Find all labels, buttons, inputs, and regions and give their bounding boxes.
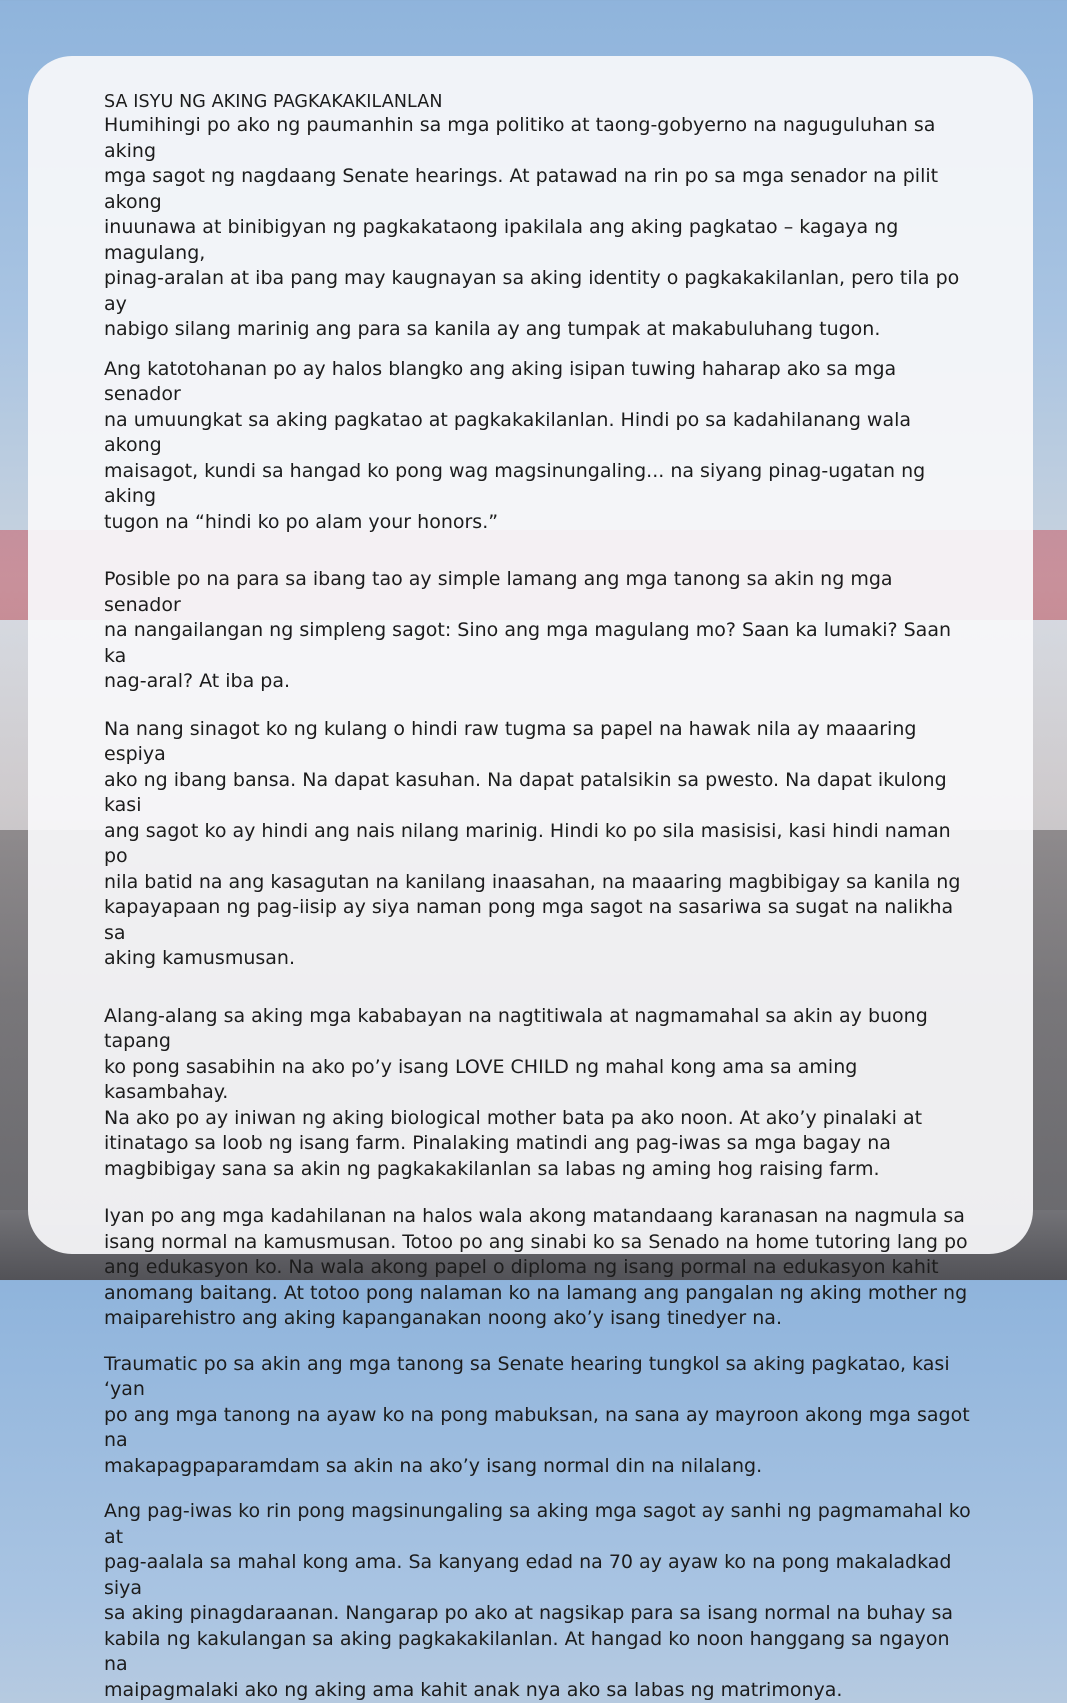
statement-title: SA ISYU NG AKING PAGKAKAKILANLAN: [104, 92, 443, 112]
paragraph-4: Na nang sinagot ko ng kulang o hindi raw tugma sa papel na hawak nila ay maaaring espiya ako ng ibang bansa. Na dapat kasuhan. Na dapat patalsikin sa pwesto. Na dapat ikulong kasi ang sagot ko ay hindi ang nais nilang marinig. Hindi ko po sila masisisi, kasi hindi naman po nila batid na ang kasagutan na kanilang inaasahan, na maaaring magbibigay sa kanila ng kapayapaan ng pag-iisip ay siya naman pong mga sagot na sasariwa sa sugat na nalikha sa aking kamusmusan.: [104, 717, 961, 969]
paragraph-1: Humihingi po ako ng paumanhin sa mga politiko at taong-gobyerno na naguguluhan sa aking mga sagot ng nagdaang Senate hearings. At patawad na rin po sa mga senador na pilit akong inuunawa at binibigyan ng pagkakataong ipakilala ang aking pagkatao – kagaya ng magulang, pinag-aralan at iba pang may kaugnayan sa aking identity o pagkakakilanlan, pero tila po ay nabigo silang marinig ang para sa kanila ay ang tumpak at makabuluhang tugon.: [104, 114, 960, 340]
paragraph-3: Posible po na para sa ibang tao ay simple lamang ang mga tanong sa akin ng mga senador na nangailangan ng simpleng sagot: Sino ang mga magulang mo? Saan ka lumaki? Saan ka nag-aral? At iba pa.: [104, 568, 952, 692]
statement-card: [28, 56, 1033, 1701]
paragraph-7: Traumatic po sa akin ang mga tanong sa Senate hearing tungkol sa aking pagkatao, kasi ‘yan po ang mga tanong na ayaw ko na pong mabuksan, na sana ay mayroon akong mga sagot na makapagpaparamdam sa akin na ako’y isang normal din na nilalang.: [104, 1352, 970, 1477]
paragraph-6: Iyan po ang mga kadahilanan na halos wala akong matandaang karanasan na nagmula sa isang normal na kamusmusan. Totoo po ang sinabi ko sa Senado na home tutoring lang po ang edukasyon ko. Na wala akong papel o diploma ng isang pormal na edukasyon kahit anomang baitang. At totoo pong nalaman ko na lamang ang pangalan ng aking mother ng maiparehistro ang aking kapanganakan noong ako’y isang tinedyer na.: [104, 1205, 968, 1329]
paragraph-5: Alang-alang sa aking mga kababayan na nagtitiwala at nagmamahal sa akin ay buong tapang ko pong sasabihin na ako po’y isang LOVE CHILD ng mahal kong ama sa aming kasambahay. Na ako po ay iniwan ng aking biological mother bata pa ako noon. At ako’y pinalaki at itinatago sa loob ng isang farm. Pinalaking matindi ang pag-iwas sa mga bagay na magbibigay sana sa akin ng pagkakakilanlan sa labas ng aming hog raising farm.: [104, 1004, 928, 1180]
paragraph-2: Ang katotohanan po ay halos blangko ang aking isipan tuwing haharap ako sa mga senador na umuungkat sa aking pagkatao at pagkakakilanlan. Hindi po sa kadahilanang wala akong maisagot, kundi sa hangad ko pong wag magsinungaling... na siyang pinag-ugatan ng aking tugon na “hindi ko po alam your honors.”: [104, 357, 926, 533]
paragraph-8: Ang pag-iwas ko rin pong magsinungaling sa aking mga sagot ay sanhi ng pagmamahal ko at pag-aalala sa mahal kong ama. Sa kanyang edad na 70 ay ayaw ko na pong makaladkad siya sa aking pinagdaraanan. Nangarap po ako at nagsikap para sa isang normal na buhay sa kabila ng kakulangan sa aking pagkakakilanlan. At hangad ko noon hanggang sa ngayon na maipagmalaki ako ng aking ama kahit anak nya ako sa labas ng matrimonya.: [104, 1500, 971, 1701]
